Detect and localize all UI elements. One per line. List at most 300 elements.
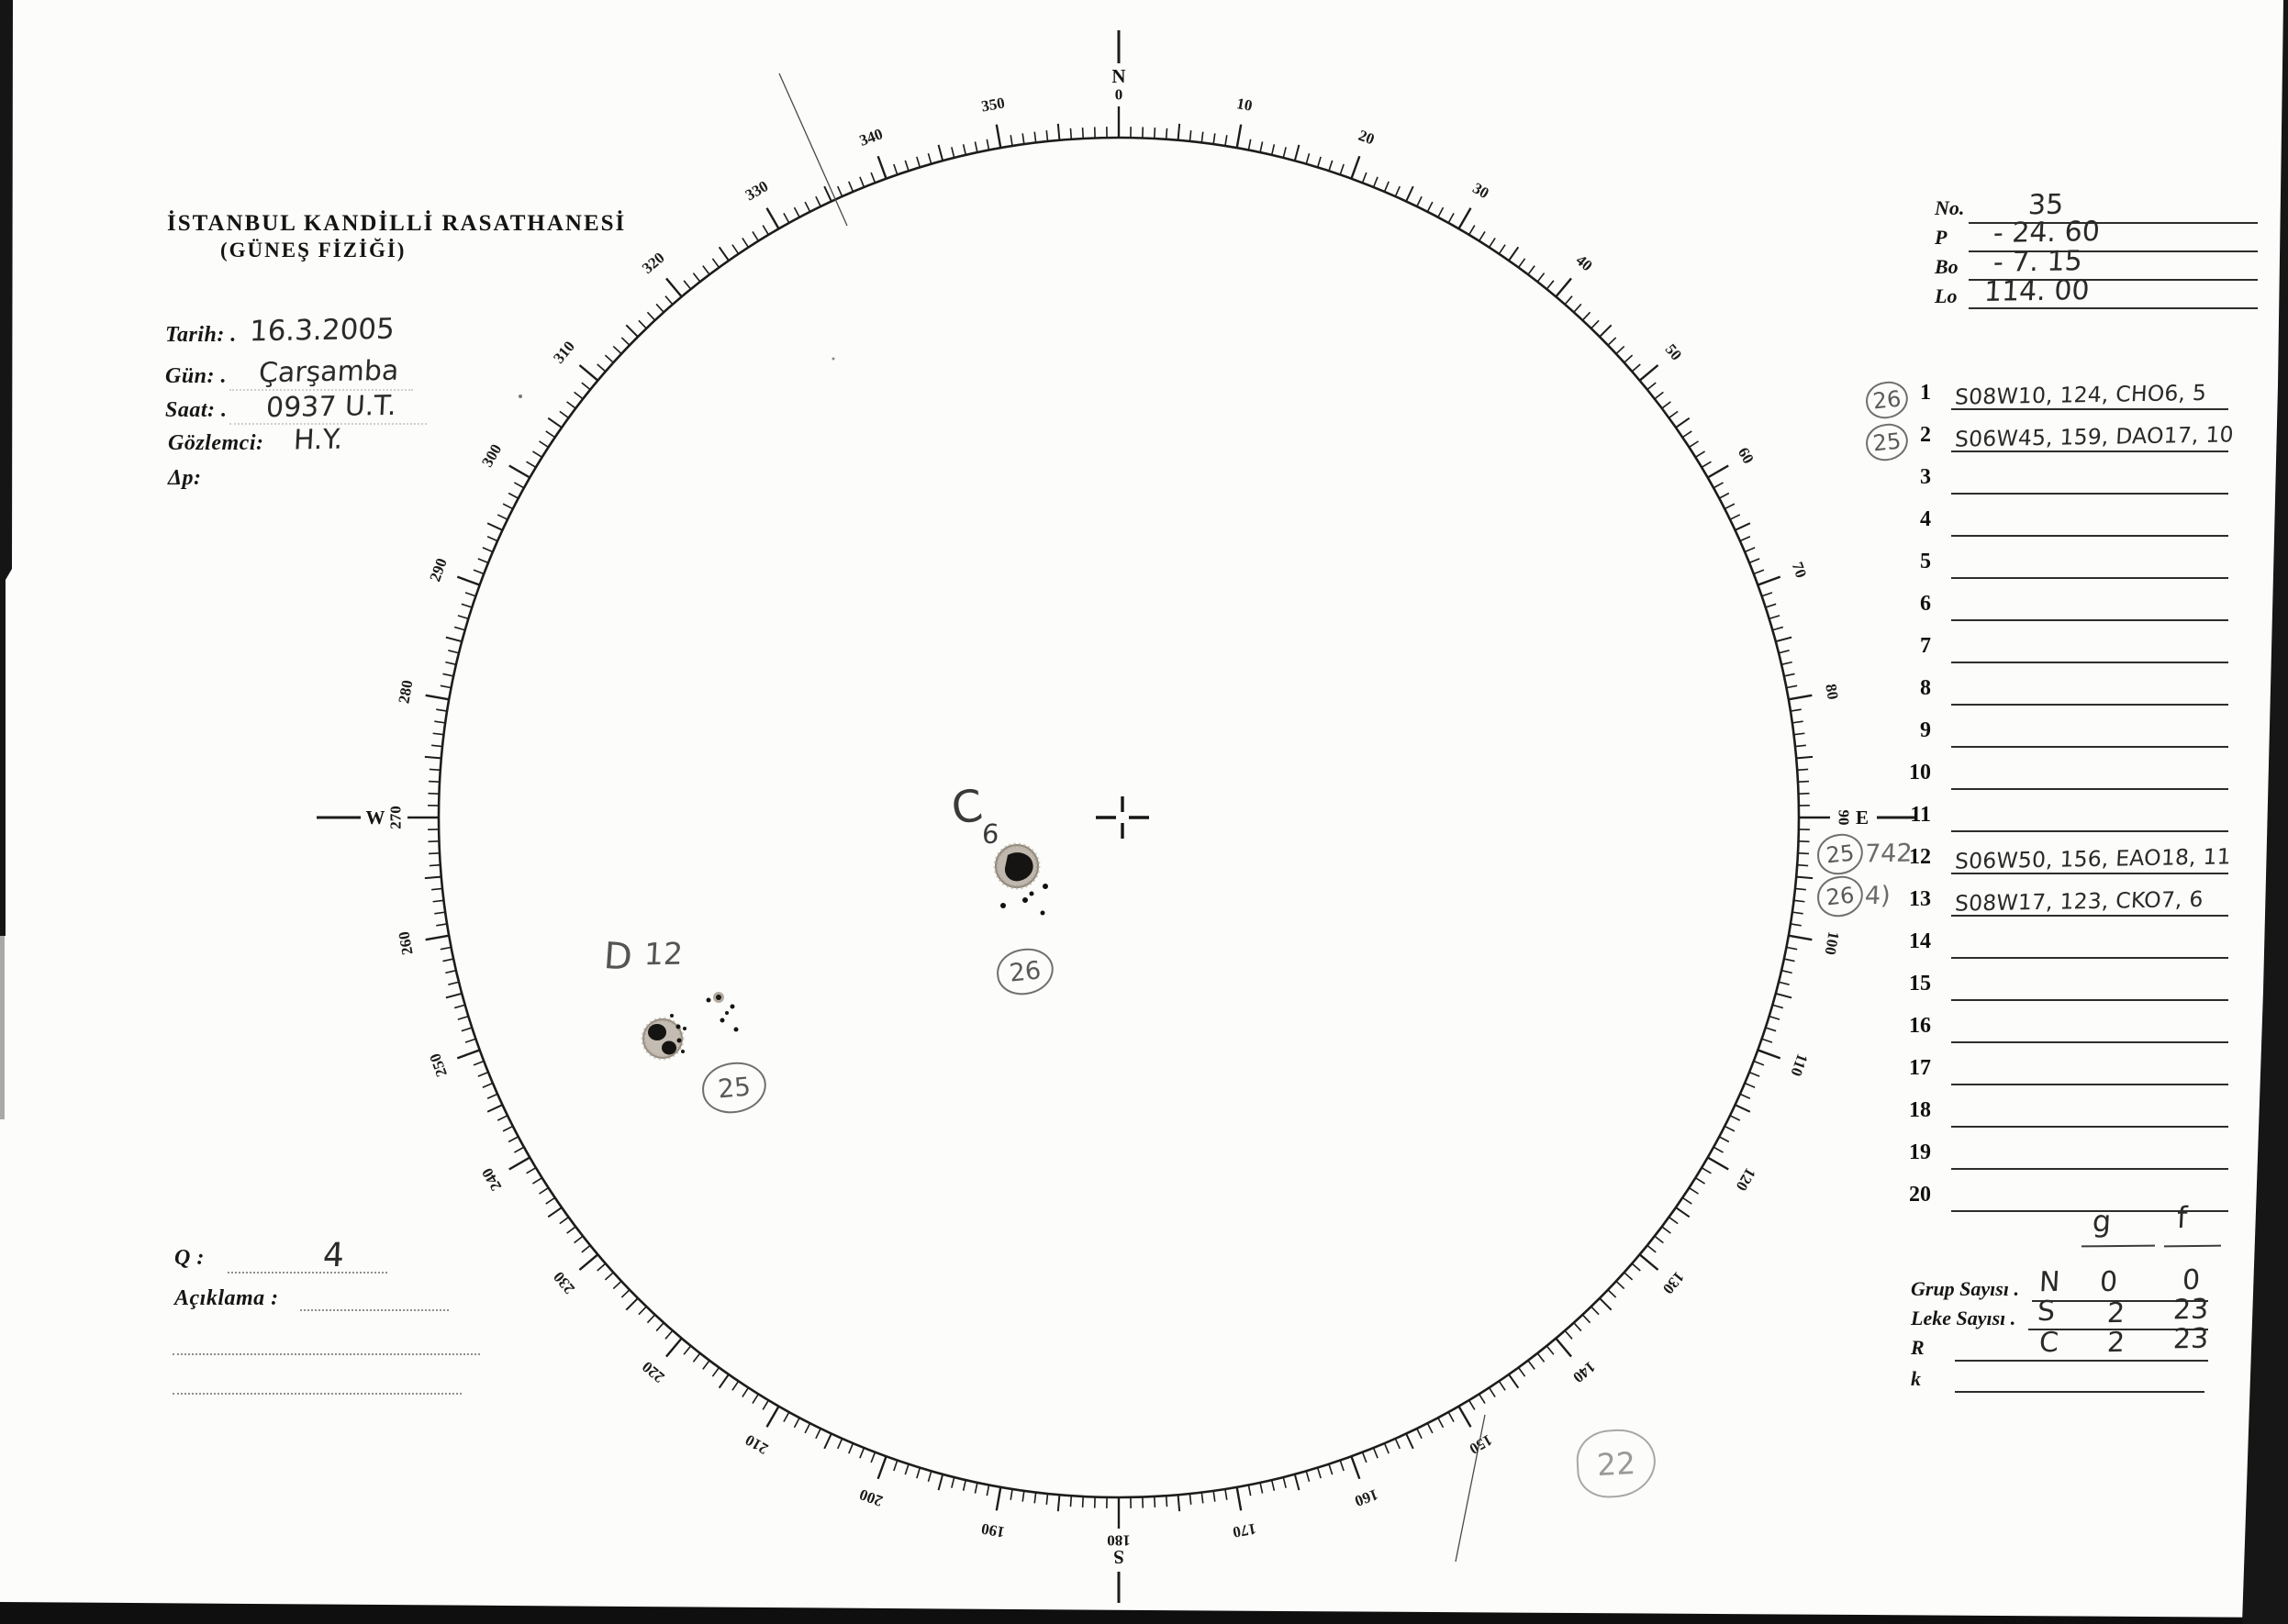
field-label-saat: Saat: .: [165, 398, 228, 422]
list-row-number: 14: [1909, 929, 1931, 953]
sunspot-pore: [681, 1050, 685, 1053]
degree-tick: [1528, 266, 1535, 275]
degree-tick: [1519, 259, 1525, 268]
degree-tick: [1713, 1147, 1723, 1152]
degree-tick: [1406, 186, 1413, 201]
degree-tick: [1662, 402, 1671, 408]
degree-tick: [436, 924, 447, 926]
degree-tick: [1166, 1496, 1167, 1507]
degree-tick: [1499, 245, 1505, 254]
degree-tick: [1248, 1485, 1250, 1496]
degree-tick: [1213, 1491, 1215, 1502]
list-row-line: [1951, 999, 2228, 1001]
degree-tick: [560, 411, 569, 417]
degree-label: 100: [1821, 929, 1843, 957]
degree-label: 250: [426, 1051, 451, 1080]
degree-tick: [430, 865, 441, 866]
stray-line: [1456, 1415, 1485, 1562]
degree-tick: [1676, 418, 1690, 428]
degree-tick: [1702, 1168, 1711, 1174]
degree-tick: [434, 721, 445, 723]
degree-label: 260: [395, 929, 417, 957]
degree-tick: [1772, 627, 1783, 629]
degree-tick: [1616, 1281, 1624, 1288]
degree-tick: [546, 431, 555, 438]
degree-tick: [1776, 994, 1791, 998]
degree-label: 50: [1661, 340, 1686, 364]
degree-tick: [1272, 1480, 1275, 1491]
degree-tick: [575, 1236, 583, 1242]
degree-tick: [1189, 1494, 1190, 1505]
degree-tick: [639, 1307, 646, 1315]
degree-tick: [1745, 548, 1755, 552]
degree-tick: [987, 139, 988, 150]
degree-tick: [1537, 273, 1544, 282]
degree-tick: [454, 1005, 465, 1007]
degree-tick: [1374, 177, 1378, 187]
degree-tick: [462, 1028, 472, 1031]
list-row-number: 11: [1910, 803, 1931, 827]
degree-tick: [1647, 1245, 1656, 1252]
degree-tick: [849, 182, 854, 192]
degree-tick: [465, 593, 475, 596]
sunspot-group-d-label: D: [602, 934, 634, 980]
degree-tick: [1046, 130, 1047, 141]
degree-tick: [567, 402, 576, 408]
degree-tick: [684, 1346, 691, 1354]
degree-tick: [1166, 128, 1167, 139]
degree-tick: [647, 312, 654, 320]
degree-tick: [1608, 1290, 1616, 1297]
list-row-badge: 25: [1864, 422, 1910, 463]
degree-tick: [509, 1158, 530, 1170]
degree-tick: [474, 1062, 484, 1065]
degree-tick: [487, 1094, 497, 1098]
degree-tick: [871, 1452, 875, 1463]
sunspot-pore: [1043, 884, 1048, 889]
degree-tick: [1363, 1452, 1367, 1463]
degree-tick: [508, 1137, 519, 1142]
list-row-entry: S06W45, 159, DAO17, 10: [1954, 421, 2235, 452]
degree-tick: [1438, 207, 1444, 217]
degree-tick: [597, 364, 606, 372]
degree-tick: [693, 273, 699, 282]
degree-tick: [1762, 593, 1772, 596]
degree-tick: [1329, 1464, 1333, 1474]
degree-tick: [1736, 1105, 1750, 1112]
degree-tick: [448, 651, 459, 653]
degree-tick: [575, 392, 583, 398]
degree-tick: [753, 1394, 758, 1403]
degree-tick: [1374, 1448, 1378, 1458]
degree-tick: [1574, 1323, 1581, 1331]
degree-tick: [1295, 1474, 1300, 1490]
totals-label-r: R: [1911, 1336, 1925, 1359]
degree-tick: [1295, 145, 1300, 161]
degree-tick: [1574, 304, 1581, 312]
degree-tick: [997, 125, 1001, 149]
degree-tick: [767, 208, 779, 229]
degree-tick: [964, 1480, 966, 1491]
list-row-number: 19: [1909, 1140, 1931, 1164]
scan-speck: [832, 358, 835, 361]
degree-tick: [1793, 900, 1804, 901]
list-row-number: 1: [1920, 381, 1931, 405]
degree-tick: [1340, 164, 1344, 174]
degree-tick: [824, 1434, 831, 1449]
param-value-p: - 24. 60: [1992, 215, 2101, 250]
degree-tick: [548, 1207, 562, 1217]
totals-grup-g: 0: [2099, 1265, 2119, 1299]
degree-tick: [567, 1227, 576, 1233]
degree-tick: [1779, 982, 1790, 984]
degree-tick: [429, 853, 440, 854]
degree-tick: [1662, 1227, 1671, 1233]
sunspot-pore: [707, 998, 711, 1003]
degree-tick: [1600, 1298, 1612, 1310]
param-line: [1969, 307, 2258, 309]
degree-tick: [1624, 355, 1633, 362]
list-row-number: 20: [1909, 1183, 1931, 1207]
sunspot-pore: [676, 1025, 681, 1029]
degree-tick: [1406, 1434, 1413, 1449]
degree-tick: [1225, 1489, 1227, 1500]
degree-tick: [597, 1263, 606, 1271]
aciklama-label: Açıklama :: [174, 1286, 279, 1310]
degree-tick: [503, 1126, 513, 1130]
field-label-tarih: Tarih: .: [165, 323, 237, 347]
degree-tick: [1237, 1487, 1242, 1511]
sunspot-pore: [734, 1028, 739, 1032]
degree-tick: [487, 537, 497, 541]
degree-label: 320: [638, 249, 668, 278]
degree-tick: [1528, 1361, 1535, 1370]
degree-tick: [514, 483, 523, 488]
degree-tick: [1640, 1254, 1658, 1270]
totals-grup-f: 0: [2182, 1263, 2202, 1297]
degree-label: 120: [1732, 1164, 1759, 1195]
degree-label: 280: [395, 678, 417, 706]
degree-tick: [712, 1367, 719, 1376]
degree-tick: [838, 186, 843, 196]
degree-tick: [426, 936, 450, 940]
degree-tick: [952, 147, 954, 158]
field-label-delta-p: Δp:: [168, 466, 202, 490]
list-row-entry: S08W17, 123, CKO7, 6: [1954, 885, 2204, 917]
degree-tick: [582, 1245, 590, 1252]
degree-tick: [952, 1477, 954, 1488]
sunspot-25-umbra-a: [648, 1024, 666, 1040]
degree-tick: [1189, 130, 1190, 141]
degree-tick: [784, 1412, 789, 1421]
degree-tick: [1745, 1084, 1755, 1088]
degree-tick: [478, 559, 488, 562]
list-row-number: 2: [1920, 423, 1931, 447]
degree-label: 200: [856, 1485, 886, 1510]
totals-label-k: k: [1911, 1367, 1921, 1390]
degree-tick: [487, 523, 502, 530]
degree-tick: [805, 1423, 809, 1433]
degree-tick: [1792, 912, 1803, 914]
quality-label: Q :: [174, 1246, 205, 1270]
degree-tick: [732, 1381, 739, 1390]
degree-label: 330: [742, 177, 772, 205]
degree-tick: [1682, 1197, 1691, 1204]
degree-tick: [1749, 1073, 1759, 1076]
degree-tick: [426, 695, 450, 700]
degree-tick: [454, 627, 465, 629]
degree-tick: [1459, 208, 1471, 229]
degree-tick: [1546, 281, 1554, 289]
degree-tick: [917, 1468, 921, 1478]
degree-tick: [605, 1273, 613, 1280]
list-row-badge: 25: [1815, 832, 1865, 877]
degree-tick: [1083, 1496, 1084, 1507]
degree-tick: [1632, 1263, 1640, 1271]
degree-tick: [1786, 685, 1797, 687]
degree-tick: [794, 207, 799, 217]
sunspot-pore: [1022, 897, 1028, 903]
degree-tick: [445, 662, 456, 665]
degree-tick: [1417, 196, 1422, 206]
degree-tick: [1796, 877, 1813, 879]
degree-tick: [441, 947, 452, 949]
list-row-note: 742: [1864, 839, 1914, 869]
degree-tick: [446, 638, 462, 642]
degree-tick: [878, 1456, 887, 1478]
degree-tick: [975, 141, 977, 152]
degree-label: 80: [1822, 682, 1842, 702]
degree-tick: [1058, 124, 1060, 140]
degree-tick: [560, 1218, 569, 1224]
degree-tick: [1283, 1477, 1286, 1488]
degree-tick: [1719, 1137, 1729, 1142]
degree-tick: [1781, 971, 1792, 973]
totals-r-f: 23: [2172, 1322, 2210, 1356]
solar-limb-circle: [439, 138, 1799, 1497]
degree-tick: [1448, 1412, 1454, 1421]
list-row-number: 16: [1909, 1014, 1931, 1038]
param-value-bo: - 7. 15: [1992, 245, 2083, 279]
degree-tick: [665, 1330, 673, 1339]
degree-tick: [1784, 959, 1795, 961]
degree-tick: [805, 202, 809, 212]
totals-line: [1955, 1360, 2208, 1362]
scan-edge-right: [2242, 0, 2288, 1624]
degree-tick: [1730, 1116, 1740, 1120]
degree-label: 310: [550, 337, 579, 367]
degree-tick: [431, 745, 442, 746]
degree-tick: [1469, 226, 1475, 235]
field-value-saat: 0937 U.T.: [265, 389, 397, 425]
west-label: W: [365, 806, 385, 829]
degree-label: 150: [1466, 1430, 1496, 1458]
degree-label: 70: [1788, 559, 1811, 581]
degree-tick: [894, 1461, 898, 1471]
degree-tick: [939, 1474, 943, 1490]
degree-tick: [1329, 161, 1333, 171]
field-value-gozlemci: H.Y.: [293, 423, 344, 457]
degree-tick: [639, 320, 646, 328]
degree-tick: [1762, 1039, 1772, 1042]
degree-label: 240: [478, 1164, 506, 1195]
degree-tick: [613, 1281, 621, 1288]
degree-tick: [527, 1168, 536, 1174]
degree-tick: [1754, 1062, 1764, 1065]
list-row-note: 4): [1864, 881, 1892, 911]
degree-tick: [1682, 431, 1691, 438]
degree-tick: [497, 515, 508, 519]
degree-tick: [1786, 947, 1797, 949]
list-row-line: [1951, 830, 2228, 832]
degree-tick: [442, 673, 453, 675]
degree-tick: [1022, 133, 1024, 144]
degree-tick: [1490, 1387, 1496, 1396]
degree-label: 110: [1787, 1051, 1812, 1079]
totals-label-leke: Leke Sayısı .: [1911, 1307, 2016, 1329]
field-value-gun: Çarşamba: [258, 354, 400, 390]
degree-tick: [767, 1407, 779, 1428]
degree-tick: [1459, 1407, 1471, 1428]
degree-tick: [1713, 483, 1723, 488]
degree-tick: [1791, 924, 1802, 926]
degree-tick: [665, 296, 673, 305]
list-row-line: [1951, 1168, 2228, 1170]
degree-tick: [1427, 1423, 1432, 1433]
degree-tick: [425, 757, 441, 759]
degree-tick: [1791, 709, 1802, 711]
degree-tick: [579, 1254, 597, 1270]
degree-tick: [1776, 638, 1791, 642]
degree-tick: [1260, 1483, 1262, 1494]
list-row-line: [1951, 619, 2228, 621]
sunspot-pore: [677, 1039, 682, 1043]
degree-tick: [1766, 604, 1776, 607]
degree-tick: [462, 604, 472, 607]
sunspot-group-c-label: C: [948, 779, 987, 836]
degree-tick: [1448, 213, 1454, 222]
degree-tick: [1772, 1005, 1783, 1007]
degree-tick: [1730, 515, 1740, 519]
degree-tick: [1798, 782, 1809, 783]
degree-tick: [763, 226, 768, 235]
param-label-p: P: [1935, 226, 1948, 249]
degree-label: 300: [478, 440, 506, 471]
degree-tick: [621, 1290, 630, 1297]
degree-tick: [1306, 1471, 1309, 1482]
degree-label: 60: [1734, 444, 1758, 467]
degree-tick: [457, 1050, 479, 1058]
degree-tick: [1260, 141, 1262, 152]
scan-speck: [519, 395, 522, 398]
degree-tick: [1565, 296, 1572, 305]
degree-tick: [1178, 124, 1180, 140]
degree-tick: [1740, 1094, 1750, 1098]
totals-col-g-header: g: [2092, 1203, 2113, 1240]
degree-tick: [1695, 1178, 1704, 1184]
list-row-number: 9: [1920, 718, 1931, 742]
degree-tick: [917, 157, 921, 167]
degree-tick: [928, 153, 931, 164]
degree-tick: [871, 172, 875, 183]
list-row-number: 15: [1909, 972, 1931, 996]
degree-tick: [579, 365, 597, 381]
degree-tick: [860, 1448, 864, 1458]
list-row-line: [1951, 1041, 2228, 1043]
list-row-number: 4: [1920, 507, 1931, 531]
degree-tick: [1655, 392, 1663, 398]
degree-tick: [1795, 888, 1806, 889]
degree-tick: [763, 1400, 768, 1409]
sunspot-pore: [1000, 903, 1006, 908]
degree-tick: [1351, 156, 1359, 178]
degree-tick: [436, 709, 447, 711]
list-row-line: [1951, 746, 2228, 748]
degree-tick: [1438, 1418, 1444, 1428]
field-label-gozlemci: Gözlemci:: [168, 431, 264, 455]
degree-tick: [666, 278, 682, 296]
degree-tick: [433, 733, 444, 734]
degree-tick: [1758, 1050, 1780, 1058]
degree-tick: [1724, 1126, 1735, 1130]
degree-tick: [1385, 182, 1390, 192]
degree-tick: [703, 266, 709, 275]
degree-tick: [656, 1323, 664, 1331]
degree-tick: [720, 1374, 729, 1388]
degree-tick: [458, 1017, 468, 1020]
degree-tick: [539, 441, 548, 448]
degree-tick: [433, 900, 444, 901]
degree-tick: [441, 685, 452, 687]
degree-tick: [613, 346, 621, 353]
sunspot-25-satellite-core: [716, 995, 721, 1000]
degree-tick: [1769, 616, 1780, 619]
list-row-number: 10: [1909, 761, 1931, 784]
sunspot-group-c-sublabel: 6: [981, 818, 1000, 851]
degree-tick: [1655, 1236, 1663, 1242]
north-degree-label: 0: [1114, 85, 1123, 104]
degree-tick: [1417, 1429, 1422, 1439]
degree-tick: [1351, 1456, 1359, 1478]
degree-tick: [1070, 128, 1071, 139]
stray-line: [779, 73, 847, 226]
list-row-entry: S06W50, 156, EAO18, 11: [1954, 843, 2232, 874]
degree-tick: [860, 177, 864, 187]
degree-tick: [626, 325, 638, 337]
degree-tick: [442, 959, 453, 961]
degree-label: 130: [1658, 1268, 1688, 1298]
dotted-line: [173, 1393, 462, 1395]
degree-tick: [1034, 132, 1035, 143]
degree-tick: [430, 769, 441, 770]
list-row-line: [1951, 957, 2228, 959]
degree-tick: [1582, 1315, 1590, 1323]
degree-tick: [1616, 346, 1624, 353]
degree-tick: [1676, 1207, 1690, 1217]
degree-tick: [508, 493, 519, 498]
degree-tick: [1798, 853, 1809, 854]
degree-tick: [487, 1105, 502, 1112]
degree-tick: [987, 1485, 988, 1496]
degree-tick: [457, 577, 479, 585]
degree-label: 170: [1231, 1519, 1258, 1541]
degree-tick: [1640, 365, 1658, 381]
degree-tick: [1010, 135, 1012, 146]
degree-tick: [582, 383, 590, 390]
degree-tick: [1758, 577, 1780, 585]
page-title: İSTANBUL KANDİLLİ RASATHANESİ: [167, 211, 627, 236]
degree-tick: [1702, 462, 1711, 467]
